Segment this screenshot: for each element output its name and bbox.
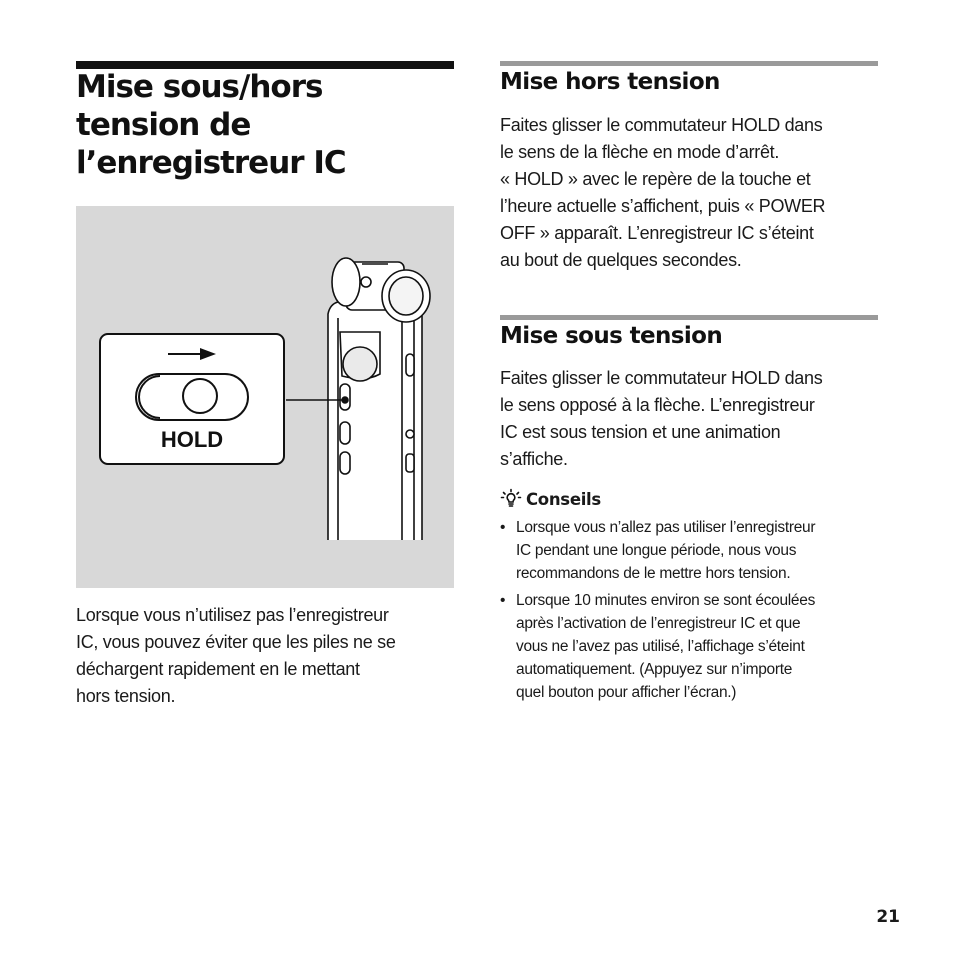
power-on-paragraph <box>500 365 880 473</box>
page-title <box>76 68 454 182</box>
text-line: Faites glisser le commutateur HOLD dans <box>500 368 823 388</box>
title-line: Mise sous/hors <box>76 69 323 105</box>
list-item <box>500 589 880 704</box>
hold-label: HOLD <box>160 427 224 452</box>
text-line: « HOLD » avec le repère de la touche et <box>500 169 811 189</box>
list-item <box>500 516 880 585</box>
text-line: IC, vous pouvez éviter que les piles ne se <box>76 632 396 652</box>
text-line: Lorsque 10 minutes environ se sont écoulées <box>516 592 816 609</box>
text-line: OFF » apparaît. L’enregistreur IC s’éteint <box>500 223 814 243</box>
text-line: Faites glisser le commutateur HOLD dans <box>500 115 823 135</box>
bullet: • <box>500 592 506 609</box>
text-line: IC est sous tension et une animation <box>500 422 781 442</box>
text-line: IC pendant une longue période, nous vous <box>516 542 797 559</box>
text-line: l’heure actuelle s’affichent, puis « POWER <box>500 196 826 216</box>
text-line: le sens de la flèche en mode d’arrêt. <box>500 142 780 162</box>
page-number: 21 <box>876 907 900 927</box>
section-rule <box>500 61 878 66</box>
hold-switch-illustration <box>76 206 454 588</box>
text-line: le sens opposé à la flèche. L’enregistreur <box>500 395 815 415</box>
tips-heading: Conseils <box>526 489 601 509</box>
text-line: après l’activation de l’enregistreur IC et que <box>516 615 801 632</box>
text-line: Lorsque vous n’allez pas utiliser l’enregistreur <box>516 519 816 536</box>
power-on-heading: Mise sous tension <box>500 323 723 349</box>
text-line: quel bouton pour afficher l’écran.) <box>516 684 737 701</box>
title-line: l’enregistreur IC <box>76 145 346 181</box>
title-line: tension de <box>76 107 251 143</box>
text-line: automatiquement. (Appuyez sur n’importe <box>516 661 793 678</box>
power-off-heading: Mise hors tension <box>500 69 720 95</box>
text-line: Lorsque vous n’utilisez pas l’enregistreur <box>76 605 389 625</box>
tips-header <box>500 487 601 511</box>
ic-recorder-drawing <box>328 258 430 540</box>
text-line: recommandons de le mettre hors tension. <box>516 565 791 582</box>
bullet: • <box>500 519 506 536</box>
intro-paragraph <box>76 602 456 710</box>
section-rule <box>500 315 878 320</box>
tips-list <box>500 516 880 708</box>
text-line: s’affiche. <box>500 449 568 469</box>
lightbulb-icon <box>500 488 522 510</box>
text-line: déchargent rapidement en le mettant <box>76 659 360 679</box>
text-line: hors tension. <box>76 686 176 706</box>
text-line: vous ne l’avez pas utilisé, l’affichage s’éteint <box>516 638 805 655</box>
power-off-paragraph <box>500 112 880 274</box>
text-line: au bout de quelques secondes. <box>500 250 742 270</box>
